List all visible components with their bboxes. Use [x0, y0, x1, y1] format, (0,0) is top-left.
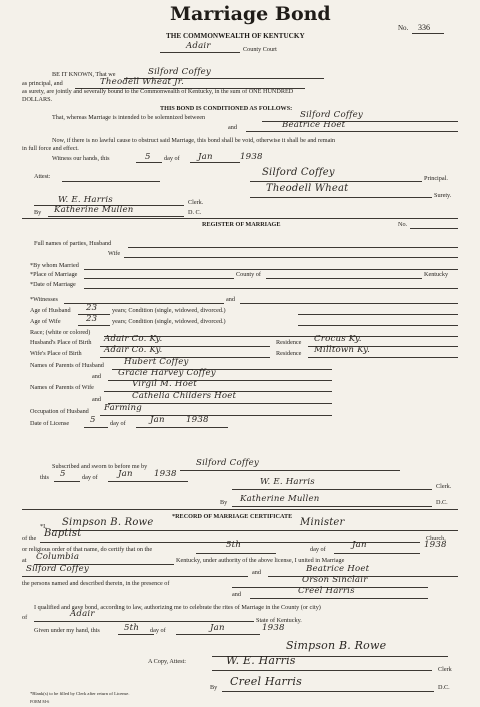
- surety-name: Theodell Wheat Jr.: [100, 77, 185, 87]
- minister-name: Simpson B. Rowe: [62, 517, 154, 528]
- cert-witness-2: Creel Harris: [298, 586, 355, 596]
- church-label: Church,: [426, 535, 446, 542]
- age-wife-label: Age of Wife: [30, 318, 61, 325]
- cert-of-the: of the: [22, 535, 37, 542]
- subscribed-month: Jan: [118, 469, 133, 479]
- subscriber-name: Silford Coffey: [196, 458, 259, 468]
- conditioned-heading: THIS BOND IS CONDITIONED AS FOLLOWS:: [160, 105, 293, 112]
- county-of-label: County of: [236, 271, 261, 278]
- cert-day: 5th: [226, 540, 242, 550]
- wife-parents-and: and: [92, 396, 101, 403]
- license-month: Jan: [150, 415, 165, 425]
- cert-qualified: I qualified and gave bond, according to law, authorizing me to celebrate the rites of Marriage in the County (or city): [34, 604, 321, 611]
- cert-year: 1938: [424, 540, 447, 550]
- register-dc-label: D.C.: [436, 499, 448, 506]
- number-value: 336: [418, 23, 430, 32]
- cert-month: Jan: [352, 540, 367, 550]
- age-husband-value: 23: [86, 303, 98, 313]
- cert-bride: Beatrice Hoet: [306, 564, 370, 574]
- dollars-text: DOLLARS.: [22, 96, 53, 103]
- wife-residence-label: Residence: [276, 350, 302, 357]
- cert-by-label: By: [210, 684, 218, 691]
- subscribed-day-of: day of: [82, 474, 98, 481]
- cert-given-month: Jan: [210, 623, 225, 633]
- race-label: Race; (white or colored): [30, 329, 91, 336]
- subscribed-year: 1938: [154, 469, 177, 479]
- cert-witness-1: Orson Sinclair: [302, 575, 368, 585]
- full-names-label: Full names of parties, Husband: [34, 240, 112, 247]
- age-wife-value: 23: [86, 314, 98, 324]
- witness-year: 1938: [240, 152, 263, 162]
- cert-given-year: 1938: [262, 623, 285, 633]
- cert-day-of: day of: [310, 546, 326, 553]
- cert-i-label: *I,: [40, 523, 47, 530]
- wife-birthplace-value: Adair Co. Ky.: [104, 345, 163, 355]
- wife-parent-1: Virgil M. Hoet: [132, 379, 197, 389]
- register-by-label: By: [220, 499, 228, 506]
- witnesses-label: *Witnesses: [30, 296, 58, 303]
- register-heading: REGISTER OF MARRIAGE: [202, 221, 281, 228]
- husband-birthplace-label: Husband's Place of Birth: [30, 339, 92, 346]
- wife-label: Wife: [108, 250, 121, 257]
- surety-text: as surety, are jointly and severally bound to the Commonwealth of Kentucky, in the sum of ONE HUNDRED: [22, 88, 294, 95]
- bond-clerk-name: W. E. Harris: [58, 195, 113, 205]
- commonwealth-heading: THE COMMONWEALTH OF KENTUCKY: [166, 32, 305, 40]
- cert-place: Columbia: [36, 552, 80, 562]
- register-no-label: No.: [398, 221, 408, 228]
- cert-clerk-label: Clerk: [438, 666, 452, 673]
- cert-dc-label: D.C.: [438, 684, 450, 691]
- license-day: 5: [90, 415, 96, 425]
- whereas-text: That, whereas Marriage is intended to be solemnized between: [52, 114, 206, 121]
- document-title: Marriage Bond: [170, 3, 331, 25]
- bond-by-label: By: [34, 209, 42, 216]
- county-name: Adair: [186, 41, 211, 51]
- day-of-text: day of: [164, 155, 180, 162]
- bond-clerk-label: Clerk.: [188, 199, 204, 206]
- as-principal-text: as principal, and: [22, 80, 63, 87]
- register-clerk-label: Clerk.: [436, 483, 452, 490]
- witness-month: Jan: [198, 152, 213, 162]
- attest-label: Attest:: [34, 173, 51, 180]
- age-husband-condition: years; Condition (single, widowed, divorced.): [112, 307, 226, 314]
- cert-clerk-name: W. E. Harris: [226, 654, 296, 667]
- minister-signature: Simpson B. Rowe: [286, 639, 387, 652]
- wife-parents-label: Names of Parents of Wife: [30, 384, 94, 391]
- cert-groom: Silford Coffey: [26, 564, 89, 574]
- occupation-label: Occupation of Husband: [30, 408, 89, 415]
- license-year: 1938: [186, 415, 209, 425]
- husband-parents-and: and: [92, 373, 101, 380]
- surety-label: Surety.: [434, 192, 452, 199]
- certificate-heading: *RECORD OF MARRIAGE CERTIFICATE: [172, 513, 293, 520]
- and-text: and: [228, 124, 237, 131]
- footer-note: *Blank(s) to be filled by Clerk after return of License.: [30, 691, 130, 696]
- number-label: No.: [398, 24, 409, 32]
- principal-signature: Silford Coffey: [262, 167, 335, 178]
- subscribed-text: Subscribed and sworn to before me by: [52, 463, 148, 470]
- witness-text: Witness our hands, this: [52, 155, 110, 162]
- cert-and: and: [252, 569, 261, 576]
- be-it-known-text: BE IT KNOWN, That we: [52, 71, 116, 78]
- cert-line4: Kentucky, under authority of the above license, I united in Marriage: [176, 557, 345, 564]
- age-wife-condition: years; Condition (single, widowed, divorced.): [112, 318, 226, 325]
- in-full-force-text: in full force and effect.: [22, 145, 79, 152]
- cert-county: Adair: [70, 609, 95, 619]
- principal-label: Principal.: [424, 175, 448, 182]
- wife-residence-value: Milltown Ky.: [314, 345, 371, 355]
- cert-given-day-of: day of: [150, 627, 166, 634]
- bride-name: Beatrice Hoet: [282, 120, 346, 130]
- husband-parent-1: Hubert Coffey: [124, 357, 189, 367]
- subscribed-day: 5: [60, 469, 66, 479]
- husband-birthplace-value: Adair Co. Ky.: [104, 334, 163, 344]
- kentucky-label: Kentucky: [424, 271, 449, 278]
- subscribed-this: this: [40, 474, 49, 481]
- by-whom-label: *By whom Married: [30, 262, 79, 269]
- register-deputy-name: Katherine Mullen: [240, 494, 320, 504]
- church-name: Baptist: [44, 528, 82, 539]
- bond-deputy-name: Katherine Mullen: [54, 205, 134, 215]
- register-clerk-name: W. E. Harris: [260, 477, 315, 487]
- cert-given: Given under my hand, this: [34, 627, 100, 634]
- groom-name: Silford Coffey: [300, 110, 363, 120]
- cert-of: of: [22, 614, 28, 621]
- wife-birthplace-label: Wife's Place of Birth: [30, 350, 82, 357]
- minister-title: Minister: [300, 517, 345, 528]
- cert-state: State of Kentucky.: [256, 617, 302, 624]
- husband-residence-label: Residence: [276, 339, 302, 346]
- surety-signature: Theodell Wheat: [266, 183, 349, 194]
- bond-dc-label: D. C.: [188, 209, 202, 216]
- license-day-of: day of: [110, 420, 126, 427]
- principal-name: Silford Coffey: [148, 67, 211, 77]
- age-husband-label: Age of Husband: [30, 307, 71, 314]
- license-date-label: Date of License: [30, 420, 70, 427]
- place-label: *Place of Marriage: [30, 271, 78, 278]
- copy-attest-label: A Copy, Attest:: [148, 658, 186, 665]
- cert-line3: or religious order of that name, do certify that on the: [22, 546, 153, 553]
- cert-witness-and: and: [232, 591, 241, 598]
- wife-parent-2: Cathelia Childers Hoet: [132, 391, 237, 401]
- husband-residence-value: Crocus Ky.: [314, 334, 362, 344]
- date-of-marriage-label: *Date of Marriage: [30, 281, 76, 288]
- husband-parent-2: Gracie Harvey Coffey: [118, 368, 216, 378]
- form-number: FORM M-6: [30, 699, 50, 704]
- witness-day: 5: [145, 152, 151, 162]
- husband-parents-label: Names of Parents of Husband: [30, 362, 104, 369]
- witnesses-and: and: [226, 296, 235, 303]
- occupation-value: Farming: [104, 403, 142, 413]
- county-court-label: County Court: [243, 46, 277, 53]
- now-if-text: Now, if there is no lawful cause to obstruct said Marriage, this bond shall be void, otherwise it shall be and remain: [52, 137, 336, 144]
- cert-line6: the persons named and described therein, in the presence of: [22, 580, 170, 587]
- cert-given-day: 5th: [124, 623, 140, 633]
- cert-at: at: [22, 557, 27, 564]
- cert-deputy-name: Creel Harris: [230, 675, 302, 688]
